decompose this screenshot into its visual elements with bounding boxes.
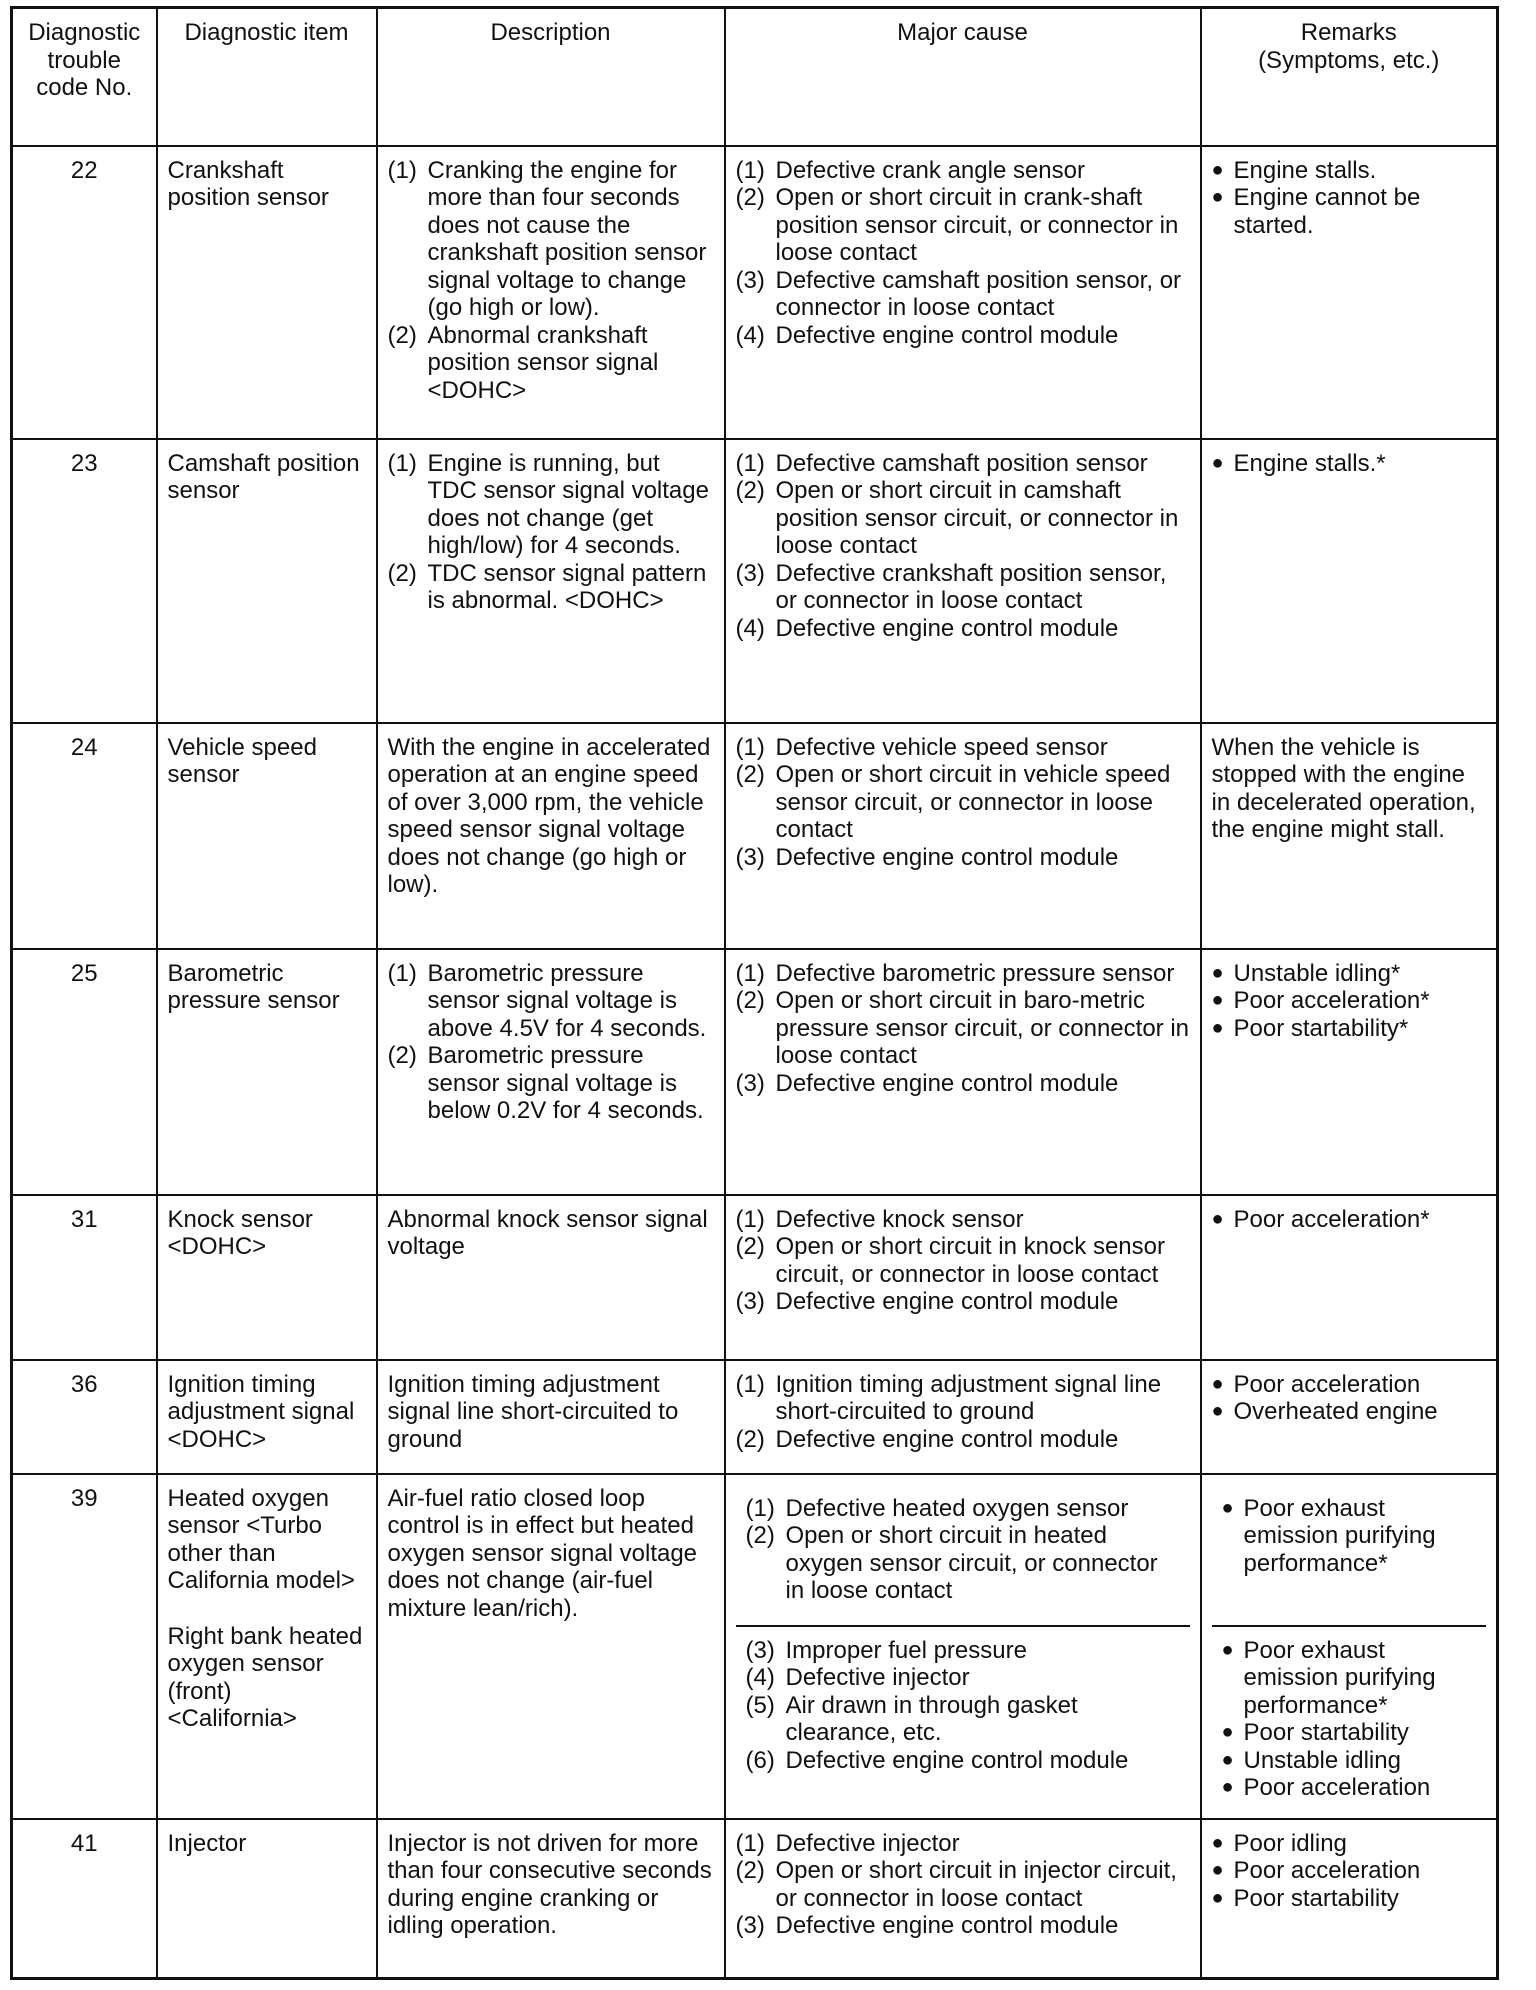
- list-text: Defective vehicle speed sensor: [775, 733, 1108, 761]
- list-item: [736, 615, 1190, 643]
- list-num: (3): [735, 559, 765, 587]
- list-num: (4): [735, 614, 765, 642]
- remarks-list: [1212, 157, 1487, 240]
- bullet-icon: ●: [1211, 451, 1224, 474]
- list-item: [1212, 157, 1487, 185]
- list-num: (4): [745, 1664, 775, 1691]
- item-cell: Ignition timing adjustment signal <DOHC>: [157, 1360, 377, 1474]
- list-num: (1): [735, 733, 765, 761]
- bullet-icon: ●: [1221, 1748, 1234, 1771]
- list-item: [1222, 1637, 1477, 1720]
- description-cell: Air-fuel ratio closed loop control is in effect but heated oxygen sensor signal voltage does not change (air-fuel mixture lean/rich).: [377, 1474, 725, 1819]
- list-item: [736, 157, 1190, 185]
- bullet-icon: ●: [1211, 158, 1224, 181]
- table-row: [12, 949, 1498, 1195]
- list-text: Defective engine control module: [785, 1746, 1129, 1774]
- list-item: [1212, 1857, 1487, 1885]
- list-item: [388, 450, 714, 560]
- list-text: Defective engine control module: [775, 321, 1119, 349]
- remarks-part: [1212, 1485, 1487, 1625]
- list-item: [736, 1912, 1190, 1940]
- code-cell: 24: [12, 723, 157, 949]
- list-text: Open or short circuit in camshaft position sensor circuit, or connector in loose contact: [775, 477, 1179, 559]
- description-list: [388, 450, 714, 615]
- list-item: [1222, 1719, 1477, 1747]
- remarks-list: [1212, 1830, 1487, 1913]
- header-row: [12, 8, 1498, 146]
- cause-list: [736, 157, 1190, 350]
- list-item: [736, 560, 1190, 615]
- list-item: [1212, 1398, 1487, 1426]
- list-item: [736, 1371, 1190, 1426]
- list-text: Poor acceleration*: [1233, 1205, 1430, 1233]
- bullet-icon: ●: [1211, 1886, 1224, 1909]
- list-text: Defective injector: [785, 1664, 970, 1691]
- table-row: [12, 1360, 1498, 1474]
- table-row: [12, 439, 1498, 723]
- list-num: (2): [735, 1425, 765, 1453]
- cause-list: [736, 734, 1190, 872]
- list-num: (1): [735, 1370, 765, 1398]
- list-item: [1212, 1015, 1487, 1043]
- cause-list: [736, 1206, 1190, 1316]
- list-text: Poor exhaust emission purifying performance*: [1243, 1494, 1436, 1577]
- list-text: Defective crank angle sensor: [775, 156, 1085, 184]
- list-num: (1): [387, 156, 417, 184]
- list-num: (1): [735, 959, 765, 987]
- list-item: [746, 1637, 1180, 1665]
- list-text: Poor idling: [1233, 1829, 1347, 1857]
- list-text: Improper fuel pressure: [785, 1636, 1027, 1664]
- list-num: (2): [745, 1522, 775, 1549]
- list-text: Defective heated oxygen sensor: [785, 1494, 1129, 1522]
- diagnostic-table: [10, 6, 1499, 1980]
- bullet-icon: ●: [1221, 1496, 1234, 1519]
- list-text: Overheated engine: [1233, 1398, 1438, 1425]
- list-text: Open or short circuit in heated oxygen sensor circuit, or connector in loose contact: [785, 1522, 1158, 1604]
- list-item: [736, 844, 1190, 872]
- list-text: Defective barometric pressure sensor: [775, 959, 1175, 987]
- list-item: [736, 960, 1190, 988]
- list-item: [736, 1288, 1190, 1316]
- cause-cell: [725, 1360, 1201, 1474]
- list-item: [746, 1664, 1180, 1692]
- list-text: Defective camshaft position sensor: [775, 449, 1148, 477]
- remarks-list: [1222, 1495, 1477, 1578]
- header-code: Diagnostic trouble code No.: [12, 8, 157, 146]
- item-cell: Barometric pressure sensor: [157, 949, 377, 1195]
- cause-list: [736, 1371, 1190, 1454]
- list-text: Poor startability*: [1233, 1014, 1409, 1042]
- list-item: [736, 734, 1190, 762]
- cause-cell: [725, 439, 1201, 723]
- description-cell: [377, 949, 725, 1195]
- list-item: [736, 477, 1190, 560]
- list-item: [388, 157, 714, 322]
- cause-list: [736, 1830, 1190, 1940]
- bullet-icon: ●: [1211, 1831, 1224, 1854]
- list-item: [1212, 987, 1487, 1015]
- code-cell: 23: [12, 439, 157, 723]
- list-num: (6): [745, 1746, 775, 1774]
- list-text: TDC sensor signal pattern is abnormal. <DOHC>: [427, 559, 707, 614]
- list-item: [746, 1747, 1180, 1775]
- list-text: Engine stalls.*: [1233, 449, 1386, 477]
- remarks-cell: [1201, 1195, 1498, 1360]
- list-text: Poor acceleration: [1243, 1774, 1431, 1801]
- table-row: [12, 1195, 1498, 1360]
- description-cell: With the engine in accelerated operation at an engine speed of over 3,000 rpm, the vehicle speed sensor signal voltage does not change (go high or low).: [377, 723, 725, 949]
- list-text: Defective injector: [775, 1829, 960, 1857]
- description-cell: Abnormal knock sensor signal voltage: [377, 1195, 725, 1360]
- list-text: Ignition timing adjustment signal line short-circuited to ground: [775, 1370, 1162, 1425]
- list-text: Defective engine control module: [775, 1069, 1119, 1097]
- list-num: (1): [387, 449, 417, 477]
- list-text: Defective camshaft position sensor, or connector in loose contact: [775, 266, 1182, 321]
- item-cell: Camshaft position sensor: [157, 439, 377, 723]
- code-cell: 31: [12, 1195, 157, 1360]
- list-item: [388, 960, 714, 1043]
- code-cell: 25: [12, 949, 157, 1195]
- bullet-icon: ●: [1221, 1721, 1234, 1743]
- list-item: [1222, 1774, 1477, 1802]
- list-item: [1212, 450, 1487, 478]
- list-text: Defective engine control module: [775, 1912, 1119, 1939]
- list-num: (2): [735, 1857, 765, 1884]
- item-cell: Injector: [157, 1819, 377, 1979]
- list-item: [1222, 1495, 1477, 1578]
- bullet-icon: ●: [1211, 989, 1224, 1011]
- header-remarks-sub: (Symptoms, etc.): [1258, 46, 1440, 74]
- table-row: [12, 146, 1498, 439]
- description-cell: Injector is not driven for more than four consecutive seconds during engine cranking or idling operation.: [377, 1819, 725, 1979]
- cause-list: [746, 1637, 1180, 1775]
- list-text: Open or short circuit in crank-shaft position sensor circuit, or connector in loose contact: [775, 184, 1179, 266]
- item-text: Heated oxygen sensor <Turbo other than California model>: [167, 1484, 355, 1594]
- list-text: Open or short circuit in vehicle speed sensor circuit, or connector in loose contact: [775, 761, 1171, 843]
- remarks-list: [1212, 1371, 1487, 1426]
- cause-cell: [725, 1474, 1201, 1819]
- header-cause: Major cause: [725, 8, 1201, 146]
- list-text: Unstable idling*: [1233, 959, 1401, 987]
- list-item: [736, 1830, 1190, 1858]
- list-num: (3): [735, 1912, 765, 1939]
- list-text: Cranking the engine for more than four seconds does not cause the crankshaft position sensor signal voltage to change (go high or low).: [427, 156, 707, 321]
- cause-cell: [725, 723, 1201, 949]
- list-num: (3): [735, 266, 765, 294]
- code-cell: 39: [12, 1474, 157, 1819]
- list-text: Engine cannot be started.: [1233, 184, 1421, 239]
- list-item: [388, 1042, 714, 1125]
- bullet-icon: ●: [1211, 1016, 1224, 1039]
- list-num: (2): [735, 987, 765, 1014]
- list-item: [1212, 1371, 1487, 1399]
- bullet-icon: ●: [1211, 1372, 1224, 1395]
- cause-part: [736, 1625, 1190, 1783]
- list-text: Open or short circuit in knock sensor circuit, or connector in loose contact: [775, 1233, 1165, 1288]
- cause-cell: [725, 146, 1201, 439]
- remarks-list: [1212, 960, 1487, 1043]
- list-item: [746, 1522, 1180, 1605]
- list-text: Defective engine control module: [775, 1288, 1119, 1315]
- description-cell: Ignition timing adjustment signal line short-circuited to ground: [377, 1360, 725, 1474]
- cause-cell: [725, 949, 1201, 1195]
- list-num: (1): [735, 1205, 765, 1233]
- description-cell: [377, 439, 725, 723]
- item-cell: Knock sensor <DOHC>: [157, 1195, 377, 1360]
- table-row: [12, 1474, 1498, 1819]
- header-remarks: [1201, 8, 1498, 146]
- list-num: (1): [745, 1494, 775, 1522]
- list-text: Open or short circuit in injector circuit, or connector in loose contact: [775, 1857, 1177, 1912]
- list-num: (5): [745, 1691, 775, 1719]
- list-text: Defective crankshaft position sensor, or connector in loose contact: [775, 559, 1167, 614]
- description-list: [388, 960, 714, 1125]
- code-cell: 41: [12, 1819, 157, 1979]
- list-text: Barometric pressure sensor signal voltage is above 4.5V for 4 seconds.: [427, 959, 707, 1042]
- list-item: [736, 1426, 1190, 1454]
- list-item: [1212, 184, 1487, 239]
- remarks-cell: When the vehicle is stopped with the engine in decelerated operation, the engine might stall.: [1201, 723, 1498, 949]
- list-item: [746, 1495, 1180, 1523]
- list-item: [736, 987, 1190, 1070]
- list-item: [736, 1070, 1190, 1098]
- list-item: [736, 184, 1190, 267]
- list-num: (2): [387, 559, 417, 587]
- description-cell: [377, 146, 725, 439]
- code-cell: 36: [12, 1360, 157, 1474]
- list-num: (3): [735, 843, 765, 871]
- code-cell: 22: [12, 146, 157, 439]
- cause-list: [736, 960, 1190, 1098]
- list-item: [736, 1857, 1190, 1912]
- list-num: (3): [735, 1288, 765, 1315]
- header-remarks-title: Remarks: [1300, 19, 1397, 46]
- list-text: Barometric pressure sensor signal voltage is below 0.2V for 4 seconds.: [427, 1042, 704, 1124]
- list-text: Engine is running, but TDC sensor signal voltage does not change (get high/low) for 4 seconds.: [427, 449, 709, 559]
- remarks-list: [1222, 1637, 1477, 1802]
- list-text: Engine stalls.: [1233, 156, 1377, 184]
- description-list: [388, 157, 714, 405]
- list-num: (1): [735, 449, 765, 477]
- list-text: Poor startability: [1233, 1884, 1399, 1912]
- list-item: [746, 1692, 1180, 1747]
- list-num: (1): [387, 959, 417, 987]
- item-text: Right bank heated oxygen sensor (front) <California>: [167, 1622, 363, 1732]
- list-num: (2): [735, 1233, 765, 1260]
- list-item: [388, 322, 714, 405]
- list-text: Poor startability: [1243, 1719, 1409, 1746]
- list-num: (2): [735, 184, 765, 211]
- remarks-cell: [1201, 439, 1498, 723]
- list-num: (2): [735, 477, 765, 504]
- list-text: Abnormal crankshaft position sensor signal <DOHC>: [427, 321, 659, 404]
- list-item: [736, 267, 1190, 322]
- remarks-list: [1212, 1206, 1487, 1234]
- remarks-cell: [1201, 1474, 1498, 1819]
- list-text: Defective knock sensor: [775, 1205, 1024, 1233]
- remarks-cell: [1201, 1819, 1498, 1979]
- bullet-icon: ●: [1221, 1776, 1234, 1798]
- bullet-icon: ●: [1211, 1207, 1224, 1230]
- list-num: (1): [735, 1829, 765, 1857]
- list-item: [736, 1233, 1190, 1288]
- list-num: (3): [745, 1636, 775, 1664]
- list-item: [1212, 1885, 1487, 1913]
- list-item: [1212, 960, 1487, 988]
- cause-cell: [725, 1195, 1201, 1360]
- remarks-part: [1212, 1625, 1487, 1810]
- header-description: Description: [377, 8, 725, 146]
- dtc-sheet: [10, 6, 1496, 1972]
- list-item: [736, 761, 1190, 844]
- cause-list: [746, 1495, 1180, 1605]
- list-text: Open or short circuit in baro-metric pressure sensor circuit, or connector in loose contact: [775, 987, 1190, 1069]
- table-row: [12, 723, 1498, 949]
- list-num: (4): [735, 321, 765, 349]
- list-text: Poor acceleration: [1233, 1370, 1421, 1398]
- bullet-icon: ●: [1221, 1638, 1234, 1661]
- cause-part: [736, 1485, 1190, 1625]
- list-text: Defective engine control module: [775, 843, 1119, 871]
- remarks-list: [1212, 450, 1487, 478]
- list-item: [1222, 1747, 1477, 1775]
- item-cell: Vehicle speed sensor: [157, 723, 377, 949]
- remarks-cell: [1201, 1360, 1498, 1474]
- list-text: Defective engine control module: [775, 1425, 1119, 1453]
- list-text: Poor acceleration: [1233, 1857, 1421, 1884]
- bullet-icon: ●: [1211, 1400, 1224, 1422]
- bullet-icon: ●: [1211, 1859, 1224, 1881]
- list-text: Air drawn in through gasket clearance, etc.: [785, 1691, 1078, 1746]
- list-text: Poor acceleration*: [1233, 987, 1430, 1014]
- cause-list: [736, 450, 1190, 643]
- list-item: [1212, 1830, 1487, 1858]
- list-text: Defective engine control module: [775, 614, 1119, 642]
- list-num: (2): [735, 761, 765, 788]
- remarks-cell: [1201, 146, 1498, 439]
- table-row: [12, 1819, 1498, 1979]
- list-text: Unstable idling: [1243, 1746, 1401, 1774]
- header-item: Diagnostic item: [157, 8, 377, 146]
- item-cell: Crankshaft position sensor: [157, 146, 377, 439]
- list-item: [736, 1206, 1190, 1234]
- cause-cell: [725, 1819, 1201, 1979]
- list-item: [736, 322, 1190, 350]
- list-text: Poor exhaust emission purifying performance*: [1243, 1636, 1436, 1719]
- list-item: [1212, 1206, 1487, 1234]
- list-num: (3): [735, 1069, 765, 1097]
- item-cell: [157, 1474, 377, 1819]
- list-num: (2): [387, 321, 417, 349]
- list-item: [388, 560, 714, 615]
- bullet-icon: ●: [1211, 961, 1224, 984]
- list-item: [736, 450, 1190, 478]
- remarks-cell: [1201, 949, 1498, 1195]
- list-num: (1): [735, 156, 765, 184]
- bullet-icon: ●: [1211, 186, 1224, 208]
- list-num: (2): [387, 1042, 417, 1069]
